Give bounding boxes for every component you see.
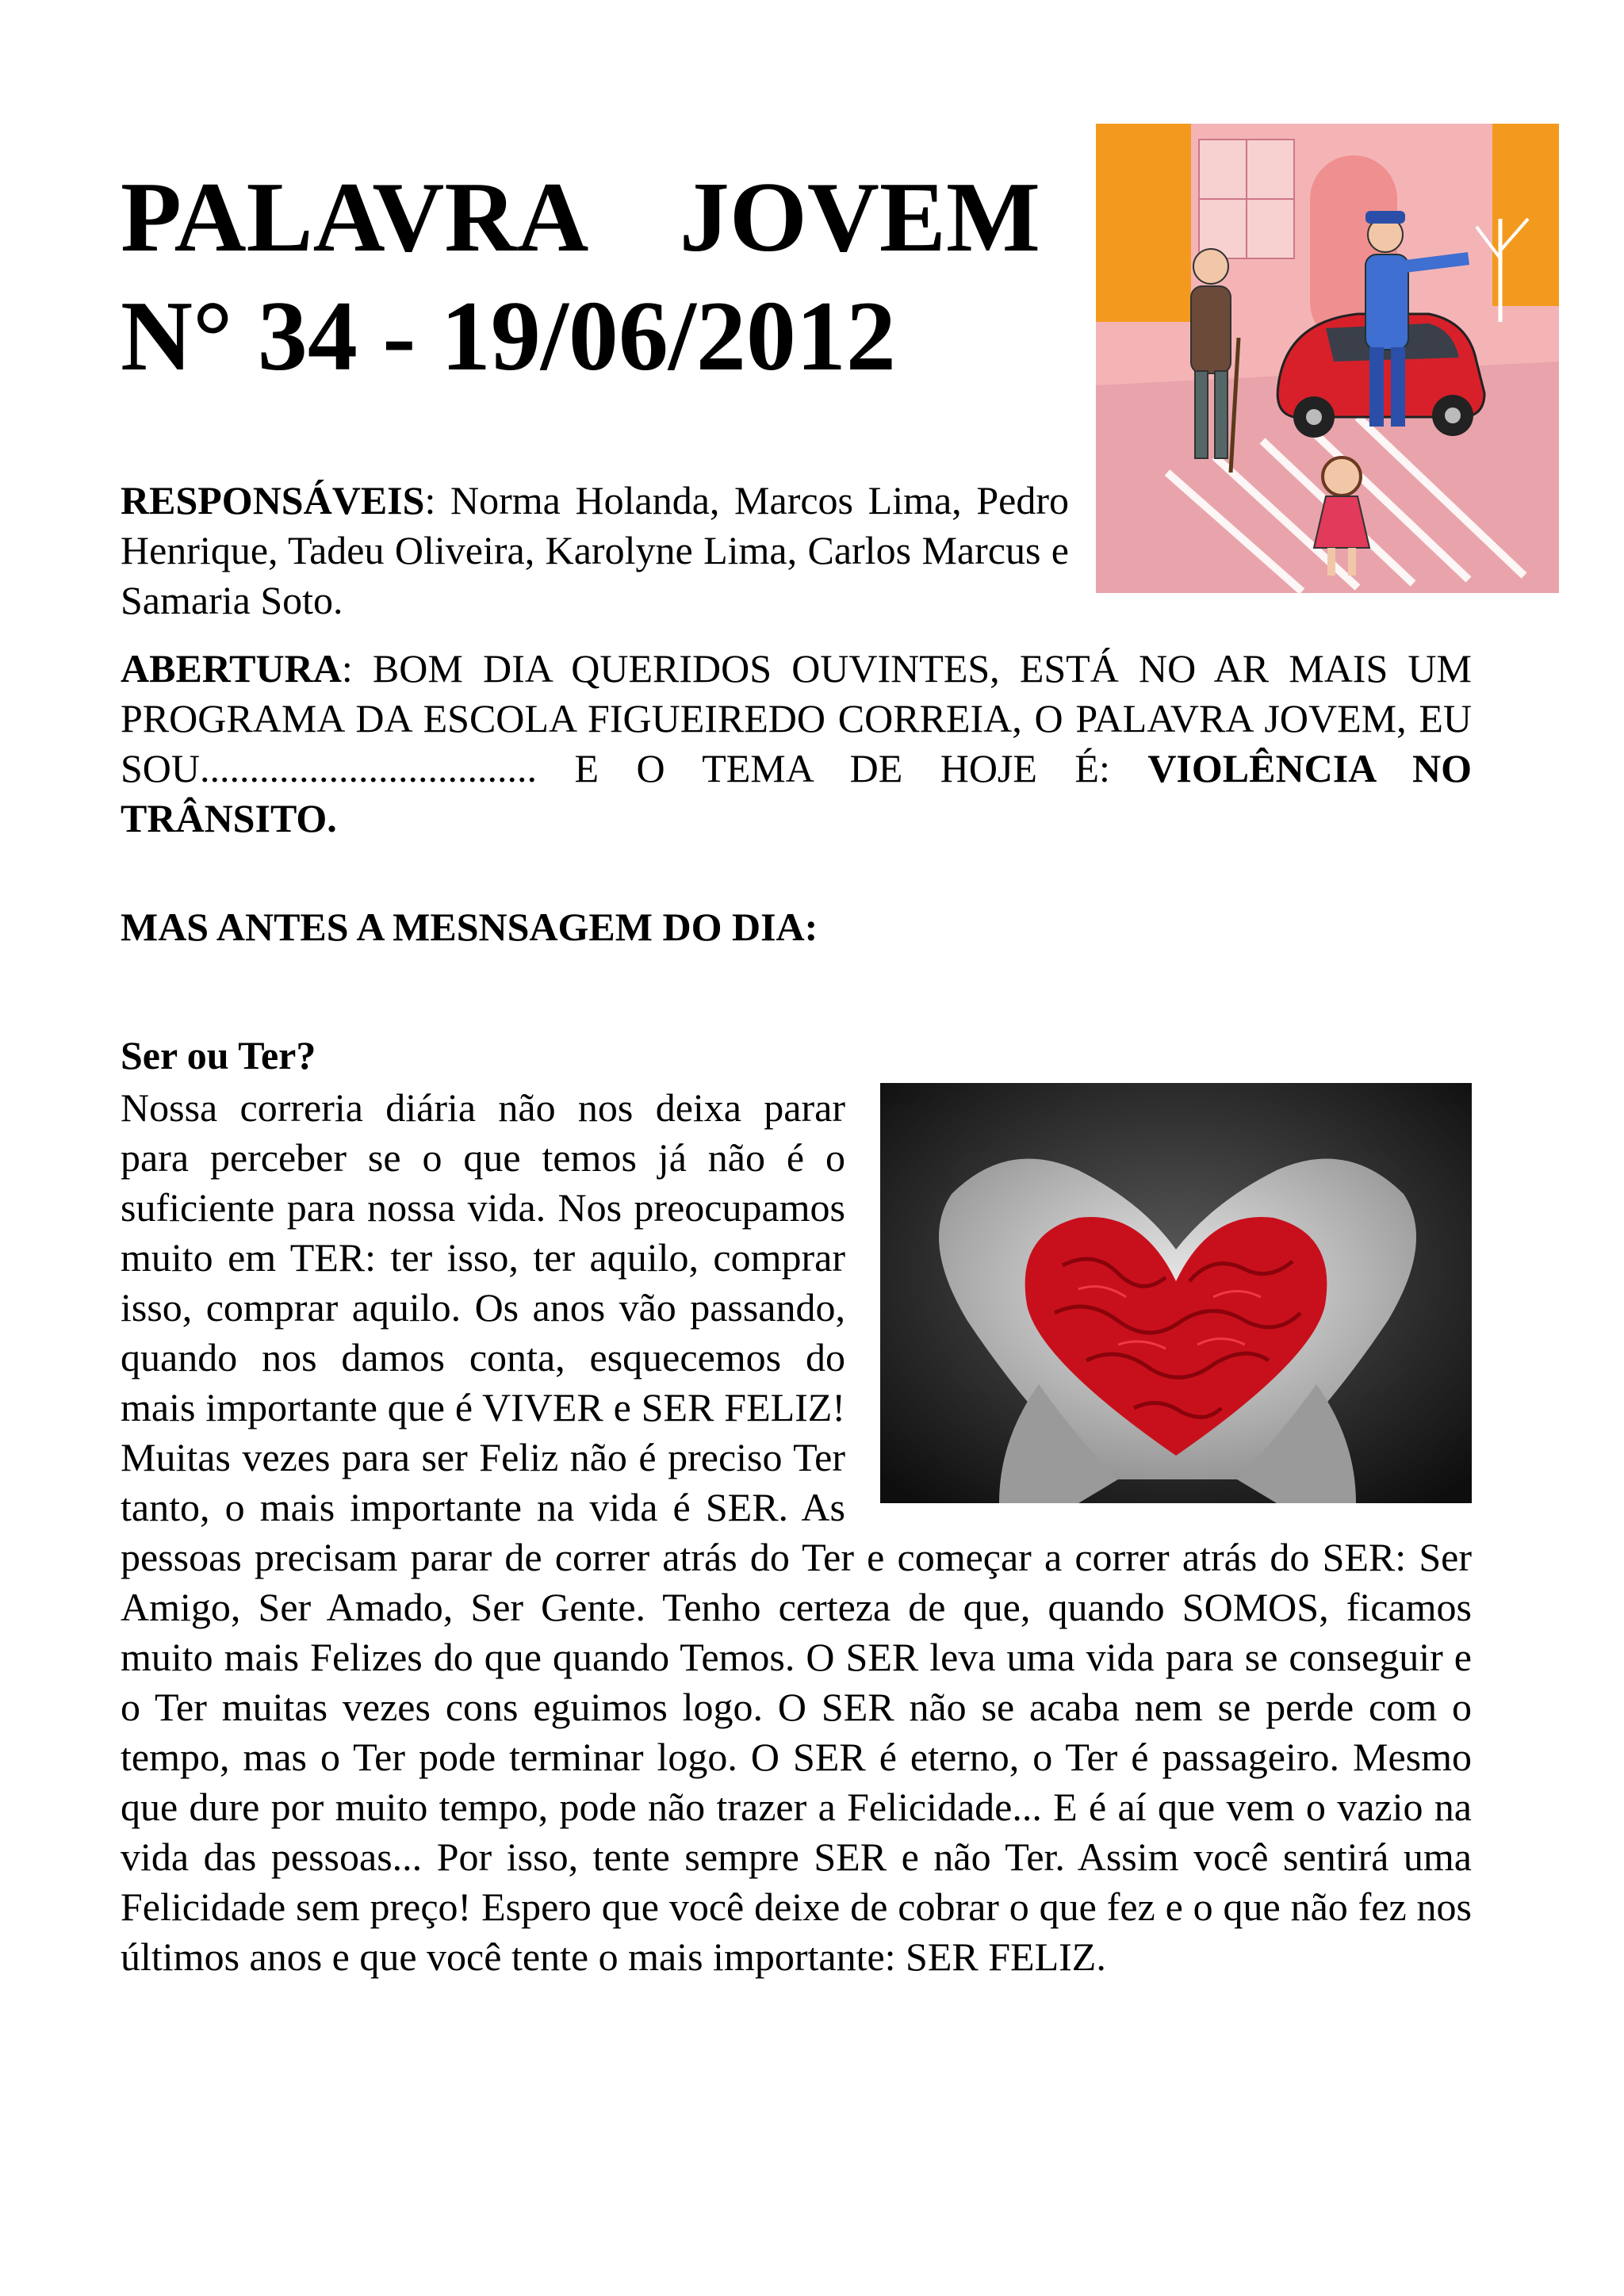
hands-heart-photo [880, 1083, 1472, 1503]
heart-image-frame [869, 1083, 1472, 1508]
page-title: PALAVRA JOVEM [121, 163, 1040, 273]
abertura-paragraph [121, 644, 1472, 844]
abertura-theme: VIOLÊNCIA NO TRÂNSITO. [121, 746, 1472, 840]
message-intro-heading: MAS ANTES A MESNSAGEM DO DIA: [121, 905, 818, 949]
responsaveis-label: RESPONSÁVEIS [121, 478, 425, 522]
abertura-text: : BOM DIA QUERIDOS OUVINTES, ESTÁ NO AR MAIS UM PROGRAMA DA ESCOLA FIGUEIREDO CORREIA, O PALAVRA JOVEM, EU SOU.................................. E O TEMA DE HOJE É: [121, 646, 1472, 790]
responsaveis-names: : Norma Holanda, Marcos Lima, Pedro Henrique, Tadeu Oliveira, Karolyne Lima, Carlos Marcus e Samaria Soto. [121, 478, 1069, 622]
message-body-text: Nossa correria diária não nos deixa parar para perceber se o que temos já não é o suficiente para nossa vida. Nos preocupamos muito em TER: ter isso, ter aquilo, comprar isso, comprar aquilo. Os anos vão passando, quando nos damos conta, esquecemos do mais importante que é VIVER e SER FELIZ! Muitas vezes para ser Feliz não é preciso Ter tanto, o mais importante na vida é SER. As pessoas precisam parar de correr atrás do Ter e começar a correr atrás do SER: Ser Amigo, Ser Amado, Ser Gente. Tenho certeza de que, quando SOMOS, ficamos muito mais Felizes do que quando Temos. O SER leva uma vida para se conseguir e o Ter muitas vezes cons eguimos logo. O SER não se acaba nem se perde com o tempo, mas o Ter pode terminar logo. O SER é eterno, o Ter é passageiro. Mesmo que dure por muito tempo, pode não trazer a Felicidade... E é aí que vem o vazio na vida das pessoas... Por isso, tente sempre SER e não Ter. Assim você sentirá uma Felicidade sem preço! Espero que você deixe de cobrar o que fez e o que não fez nos últimos anos e que você tente o mais importante: SER FELIZ. [121, 1085, 1472, 1979]
message-title: Ser ou Ter? [121, 1033, 316, 1077]
message-body-block [121, 1083, 1472, 1982]
responsaveis-paragraph [121, 476, 1069, 626]
issue-number-date: N° 34 - 19/06/2012 [121, 281, 896, 392]
traffic-scene-illustration [1096, 124, 1559, 593]
abertura-label: ABERTURA [121, 646, 342, 691]
